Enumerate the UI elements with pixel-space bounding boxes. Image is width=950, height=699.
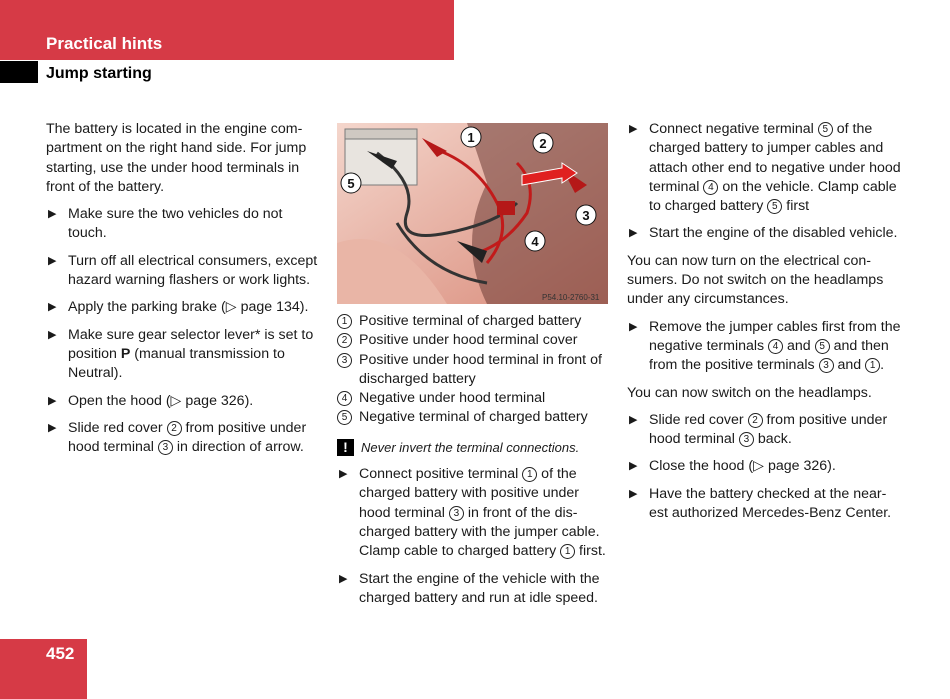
- list-item: ▶ Make sure gear selector lever* is set to position P (manual transmission to Neutral).: [48, 326, 314, 382]
- list-item: ▶ Slide red cover 2 from positive under hood terminal 3 in direction of arrow.: [48, 419, 307, 456]
- callout-number: 2: [337, 333, 352, 348]
- callout-number: 5: [337, 410, 352, 425]
- column-3: [627, 120, 902, 531]
- bullet-arrow-icon: ▶: [48, 301, 57, 314]
- callout-number: 1: [865, 358, 880, 373]
- list-item: ▶ Start the engine of the vehicle with the charged battery and run at idle speed.: [339, 570, 600, 606]
- list-item: ▶ Have the battery checked at the near-est authorized Mercedes-Benz Center.: [629, 485, 892, 522]
- list-item: ▶ Open the hood (▷ page 326).: [48, 392, 254, 409]
- callout-number: 3: [739, 432, 754, 447]
- bullet-arrow-icon: ▶: [629, 413, 638, 426]
- bullet-arrow-icon: ▶: [629, 227, 638, 240]
- list-item: ▶ Apply the parking brake (▷ page 134).: [48, 299, 309, 316]
- figure-code: P54.10-2760-31: [542, 293, 600, 302]
- figure-callout-2: 2: [539, 136, 547, 151]
- callout-number: 3: [819, 358, 834, 373]
- bullet-arrow-icon: ▶: [339, 468, 348, 481]
- figure-legend: [337, 312, 610, 428]
- figure-callout-5: 5: [347, 176, 355, 191]
- legend-item: 4 Negative under hood terminal: [337, 389, 610, 408]
- list-item: ▶ Connect positive terminal 1 of the charged battery with positive under hood terminal 3 in front of the dis-charged battery with the jumper cable. Clamp cable to charged battery 1 first.: [339, 466, 606, 560]
- list-item: ▶ Connect negative terminal 5 of the charged battery to jumper cables and attach other end to negative under hood terminal 4 on the vehicle. Clamp cable to charged battery 5 first: [629, 121, 901, 215]
- callout-number: 4: [768, 339, 783, 354]
- legend-item: 5 Negative terminal of charged battery: [337, 408, 610, 427]
- page-subtitle: Jump starting: [46, 65, 152, 82]
- page-number: 452: [46, 644, 75, 663]
- list-item: ▶ Close the hood (▷ page 326).: [629, 458, 836, 475]
- info-paragraph: You can now switch on the headlamps.: [627, 384, 872, 401]
- callout-number: 4: [337, 391, 352, 406]
- list-item: ▶ Slide red cover 2 from positive under hood terminal 3 back.: [629, 411, 888, 448]
- bullet-arrow-icon: ▶: [629, 487, 638, 500]
- step-list: [627, 411, 902, 523]
- callout-number: 3: [158, 440, 173, 455]
- callout-number: 5: [767, 199, 782, 214]
- figure-callout-1: 1: [467, 130, 475, 145]
- warning-text: Never invert the terminal connections.: [361, 439, 580, 455]
- step-list: [337, 465, 610, 608]
- bullet-arrow-icon: ▶: [629, 123, 638, 135]
- callout-number: 2: [748, 413, 763, 428]
- callout-number: 3: [337, 353, 352, 368]
- bullet-arrow-icon: ▶: [48, 254, 57, 267]
- list-item: ▶ Start the engine of the disabled vehicle.: [629, 225, 898, 242]
- section-title: Practical hints: [46, 34, 163, 53]
- bullet-arrow-icon: ▶: [48, 421, 57, 434]
- intro-paragraph: The battery is located in the engine com-partment on the right hand side. For jump starting, use the under hood terminals in front of the battery.: [46, 121, 307, 195]
- step-list: [627, 120, 902, 244]
- legend-item: 2 Positive under hood terminal cover: [337, 331, 610, 350]
- list-item: ▶ Turn off all electrical consumers, except hazard warning flashers or work lights.: [48, 252, 318, 289]
- bullet-arrow-icon: ▶: [629, 320, 638, 333]
- figure-callout-4: 4: [531, 234, 539, 249]
- jump-start-illustration: [337, 123, 608, 304]
- engine-bay-drawing: [337, 123, 608, 304]
- callout-number: 2: [167, 421, 182, 436]
- figure-callout-3: 3: [582, 208, 590, 223]
- bullet-arrow-icon: ▶: [48, 328, 57, 341]
- callout-number: 3: [449, 506, 464, 521]
- step-list: [627, 318, 902, 376]
- callout-number: 1: [560, 544, 575, 559]
- legend-item: 1 Positive terminal of charged battery: [337, 312, 610, 331]
- callout-number: 5: [818, 122, 833, 137]
- bullet-arrow-icon: ▶: [629, 460, 638, 473]
- callout-number: 1: [522, 467, 537, 482]
- callout-number: 5: [815, 339, 830, 354]
- section-marker: [0, 61, 38, 83]
- info-paragraph: You can now turn on the electrical con-sumers. Do not switch on the headlamps under any circumstances.: [627, 252, 884, 308]
- bullet-arrow-icon: ▶: [48, 208, 57, 221]
- bullet-arrow-icon: ▶: [48, 394, 57, 407]
- callout-number: 4: [703, 180, 718, 195]
- legend-item: 3 Positive under hood terminal in front of discharged battery: [337, 351, 610, 390]
- callout-number: 1: [337, 314, 352, 329]
- warning-note: [337, 438, 610, 457]
- list-item: ▶ Make sure the two vehicles do not touch.: [48, 206, 283, 242]
- bullet-arrow-icon: ▶: [339, 572, 348, 585]
- warning-icon: !: [337, 439, 354, 456]
- column-1: [46, 120, 318, 465]
- column-2: [337, 312, 610, 616]
- step-list: [46, 205, 318, 457]
- list-item: ▶ Remove the jumper cables first from the negative terminals 4 and 5 and then from the positive terminals 3 and 1 .: [629, 318, 901, 374]
